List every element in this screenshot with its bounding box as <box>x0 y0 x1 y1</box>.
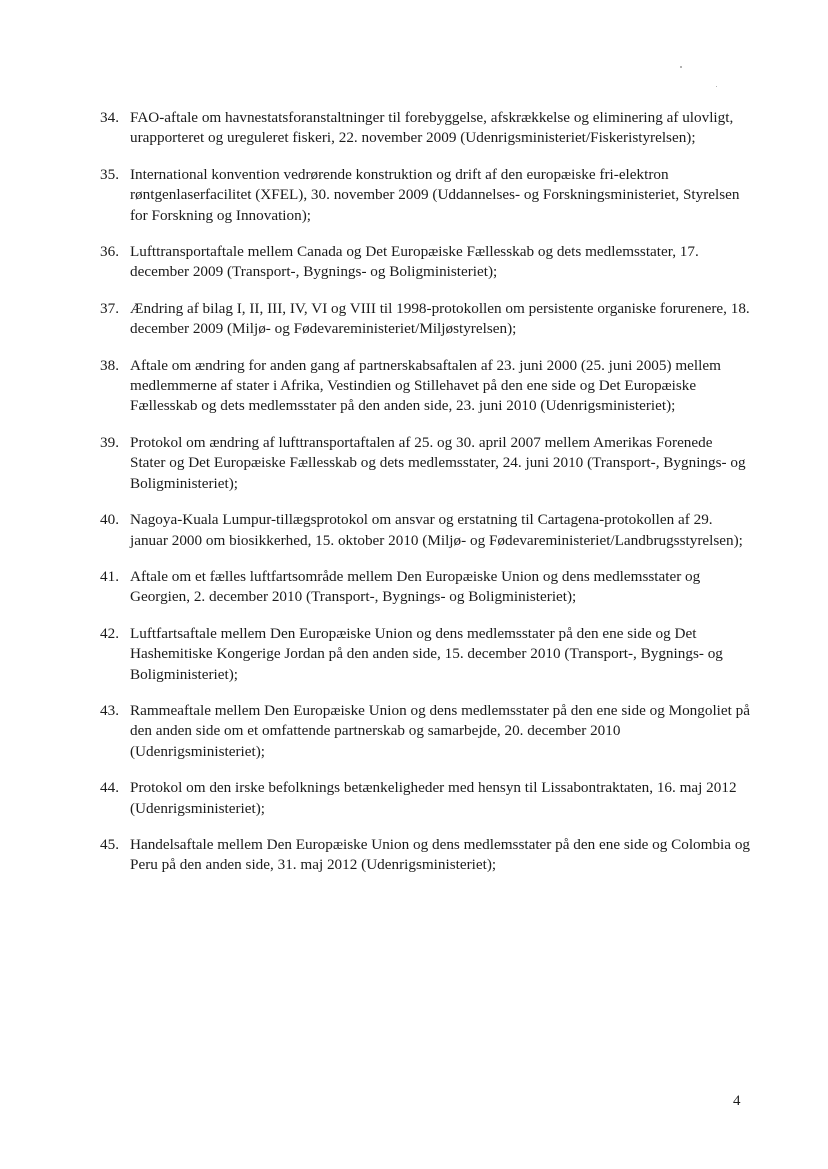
item-text: Handelsaftale mellem Den Europæiske Union og dens medlemsstater på den ene side og Colombia og Peru på den anden side, 31. maj 2012 (Udenrigsministeriet); <box>130 835 751 874</box>
item-text: Aftale om et fælles luftfartsområde mellem Den Europæiske Union og dens medlemsstater og Georgien, 2. december 2010 (Transport-, Bygnings- og Boligministeriet); <box>130 567 701 606</box>
list-item <box>100 701 750 762</box>
list-item <box>100 567 750 608</box>
item-number: 42. <box>100 624 119 642</box>
list-item <box>100 299 750 340</box>
item-text: Rammeaftale mellem Den Europæiske Union og dens medlemsstater på den ene side og Mongoliet på den anden side om et omfattende partnerskab og samarbejde, 20. december 2010 (Udenrigsministeriet); <box>130 701 750 760</box>
item-text: FAO-aftale om havnestatsforanstaltninger til forebyggelse, afskrækkelse og eliminering af ulovligt, urapporteret og ureguleret fiskeri, 22. november 2009 (Udenrigsministeriet/Fiskeristyrelsen); <box>130 109 734 147</box>
item-number: 35. <box>100 165 119 183</box>
agreement-list <box>100 108 750 892</box>
list-item <box>100 835 750 876</box>
list-item <box>100 242 750 283</box>
item-text: Aftale om ændring for anden gang af partnerskabsaftalen af 23. juni 2000 (25. juni 2005) mellem medlemmerne af stater i Afrika, Vestindien og Stillehavet på den ene side og Det Europæiske Fællesskab og dets medlemsstater på den anden side, 23. juni 2010 (Udenrigsministeriet); <box>130 356 721 415</box>
list-item <box>100 510 750 551</box>
item-number: 44. <box>100 779 119 797</box>
list-item <box>100 356 750 417</box>
item-number: 38. <box>100 356 119 374</box>
item-text: Nagoya-Kuala Lumpur-tillægsprotokol om ansvar og erstatning til Cartagena-protokollen af 29. januar 2000 om biosikkerhed, 15. oktober 2010 (Miljø- og Fødevareministeriet/Landbrugsstyrelsen); <box>130 511 743 549</box>
item-number: 34. <box>100 109 119 126</box>
item-number: 45. <box>100 835 119 853</box>
page-number: 4 <box>733 1093 741 1109</box>
item-number: 43. <box>100 701 119 719</box>
list-item <box>100 433 750 494</box>
list-item <box>100 165 750 226</box>
item-number: 40. <box>100 511 119 529</box>
item-text: Lufttransportaftale mellem Canada og Det Europæiske Fællesskab og dets medlemsstater, 17. december 2009 (Transport-, Bygnings- og Boligministeriet); <box>130 243 699 281</box>
list-item <box>100 108 750 149</box>
item-text: Luftfartsaftale mellem Den Europæiske Union og dens medlemsstater på den ene side og Det Hashemitiske Kongerige Jordan på den anden side, 15. december 2010 (Transport-, Bygnings- og Boligministeriet); <box>130 624 723 683</box>
item-text: Protokol om ændring af lufttransportaftalen af 25. og 30. april 2007 mellem Amerikas Forenede Stater og Det Europæiske Fællesskab og dets medlemsstater, 24. juni 2010 (Transport-, Bygnings- og Boligministeriet); <box>130 433 746 492</box>
scan-speck <box>680 66 682 68</box>
list-item <box>100 778 750 819</box>
item-text: International konvention vedrørende konstruktion og drift af den europæiske fri-elektron røntgenlaserfacilitet (XFEL), 30. november 2009 (Uddannelses- og Forskningsministeriet, Styrelsen for Forskning og Innovation); <box>130 165 740 224</box>
item-number: 36. <box>100 243 119 261</box>
list-item <box>100 624 750 685</box>
item-text: Ændring af bilag I, II, III, IV, VI og VIII til 1998-protokollen om persistente organiske forurenere, 18. december 2009 (Miljø- og Fødevareministeriet/Miljøstyrelsen); <box>130 299 750 338</box>
scan-speck <box>716 86 717 87</box>
item-text: Protokol om den irske befolknings betænkeligheder med hensyn til Lissabontraktaten, 16. maj 2012 (Udenrigsministeriet); <box>130 779 737 817</box>
item-number: 41. <box>100 567 119 585</box>
item-number: 39. <box>100 433 119 451</box>
item-number: 37. <box>100 299 119 317</box>
